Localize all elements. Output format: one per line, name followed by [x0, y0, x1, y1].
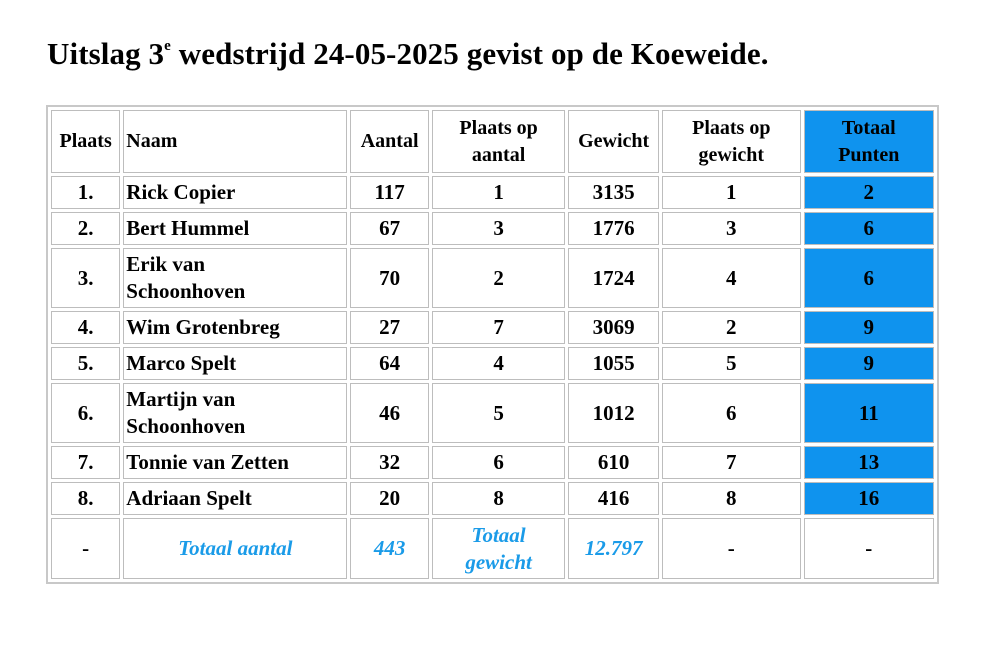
totals-gewicht-value: 12.797	[568, 518, 659, 579]
cell-totaal-punten: 13	[804, 446, 934, 479]
table-row	[51, 347, 934, 380]
cell-gewicht: 3069	[568, 311, 659, 344]
header-gewicht: Gewicht	[568, 110, 659, 173]
totals-gewicht-label: Totaal gewicht	[432, 518, 565, 579]
table-row	[51, 446, 934, 479]
cell-plaats-op-aantal: 2	[432, 248, 565, 308]
cell-plaats-op-gewicht: 5	[662, 347, 801, 380]
cell-plaats: 1.	[51, 176, 120, 209]
cell-naam: Martijn van Schoonhoven	[123, 383, 347, 443]
cell-plaats-op-gewicht: 3	[662, 212, 801, 245]
cell-naam: Wim Grotenbreg	[123, 311, 347, 344]
totals-punten: -	[804, 518, 934, 579]
cell-plaats-op-gewicht: 6	[662, 383, 801, 443]
cell-totaal-punten: 16	[804, 482, 934, 515]
cell-totaal-punten: 9	[804, 347, 934, 380]
totals-aantal-value: 443	[350, 518, 428, 579]
table-row	[51, 176, 934, 209]
cell-naam: Bert Hummel	[123, 212, 347, 245]
cell-gewicht: 610	[568, 446, 659, 479]
cell-plaats: 7.	[51, 446, 120, 479]
cell-naam: Marco Spelt	[123, 347, 347, 380]
cell-plaats-op-gewicht: 1	[662, 176, 801, 209]
cell-totaal-punten: 6	[804, 248, 934, 308]
cell-plaats: 4.	[51, 311, 120, 344]
cell-plaats-op-gewicht: 2	[662, 311, 801, 344]
totals-aantal-label: Totaal aantal	[123, 518, 347, 579]
cell-gewicht: 1776	[568, 212, 659, 245]
totals-plaats-gewicht: -	[662, 518, 801, 579]
cell-naam: Rick Copier	[123, 176, 347, 209]
cell-aantal: 20	[350, 482, 428, 515]
page-title: Uitslag 3e wedstrijd 24-05-2025 gevist op de Koeweide.	[47, 36, 769, 71]
cell-plaats-op-aantal: 7	[432, 311, 565, 344]
cell-plaats-op-aantal: 4	[432, 347, 565, 380]
cell-gewicht: 416	[568, 482, 659, 515]
results-table	[46, 105, 939, 584]
cell-aantal: 70	[350, 248, 428, 308]
header-naam: Naam	[123, 110, 347, 173]
header-plaats-op-gewicht: Plaats op gewicht	[662, 110, 801, 173]
cell-aantal: 64	[350, 347, 428, 380]
totals-plaats: -	[51, 518, 120, 579]
cell-plaats-op-aantal: 6	[432, 446, 565, 479]
cell-totaal-punten: 6	[804, 212, 934, 245]
cell-naam: Erik van Schoonhoven	[123, 248, 347, 308]
cell-plaats: 6.	[51, 383, 120, 443]
cell-gewicht: 1724	[568, 248, 659, 308]
header-plaats-op-aantal: Plaats op aantal	[432, 110, 565, 173]
cell-totaal-punten: 9	[804, 311, 934, 344]
table-row	[51, 248, 934, 308]
header-row	[51, 110, 934, 173]
cell-gewicht: 1012	[568, 383, 659, 443]
header-aantal: Aantal	[350, 110, 428, 173]
cell-plaats-op-gewicht: 7	[662, 446, 801, 479]
table-row	[51, 383, 934, 443]
cell-plaats-op-aantal: 1	[432, 176, 565, 209]
cell-plaats-op-aantal: 3	[432, 212, 565, 245]
cell-gewicht: 3135	[568, 176, 659, 209]
cell-plaats-op-gewicht: 8	[662, 482, 801, 515]
cell-plaats: 8.	[51, 482, 120, 515]
cell-aantal: 117	[350, 176, 428, 209]
cell-totaal-punten: 2	[804, 176, 934, 209]
cell-plaats: 5.	[51, 347, 120, 380]
cell-plaats: 3.	[51, 248, 120, 308]
cell-plaats-op-gewicht: 4	[662, 248, 801, 308]
table-row	[51, 212, 934, 245]
header-totaal-punten: Totaal Punten	[804, 110, 934, 173]
cell-aantal: 67	[350, 212, 428, 245]
table-row	[51, 311, 934, 344]
cell-totaal-punten: 11	[804, 383, 934, 443]
totals-row	[51, 518, 934, 579]
cell-gewicht: 1055	[568, 347, 659, 380]
cell-naam: Adriaan Spelt	[123, 482, 347, 515]
cell-aantal: 27	[350, 311, 428, 344]
cell-plaats-op-aantal: 8	[432, 482, 565, 515]
cell-aantal: 32	[350, 446, 428, 479]
cell-plaats-op-aantal: 5	[432, 383, 565, 443]
header-plaats: Plaats	[51, 110, 120, 173]
table-row	[51, 482, 934, 515]
cell-aantal: 46	[350, 383, 428, 443]
cell-naam: Tonnie van Zetten	[123, 446, 347, 479]
cell-plaats: 2.	[51, 212, 120, 245]
